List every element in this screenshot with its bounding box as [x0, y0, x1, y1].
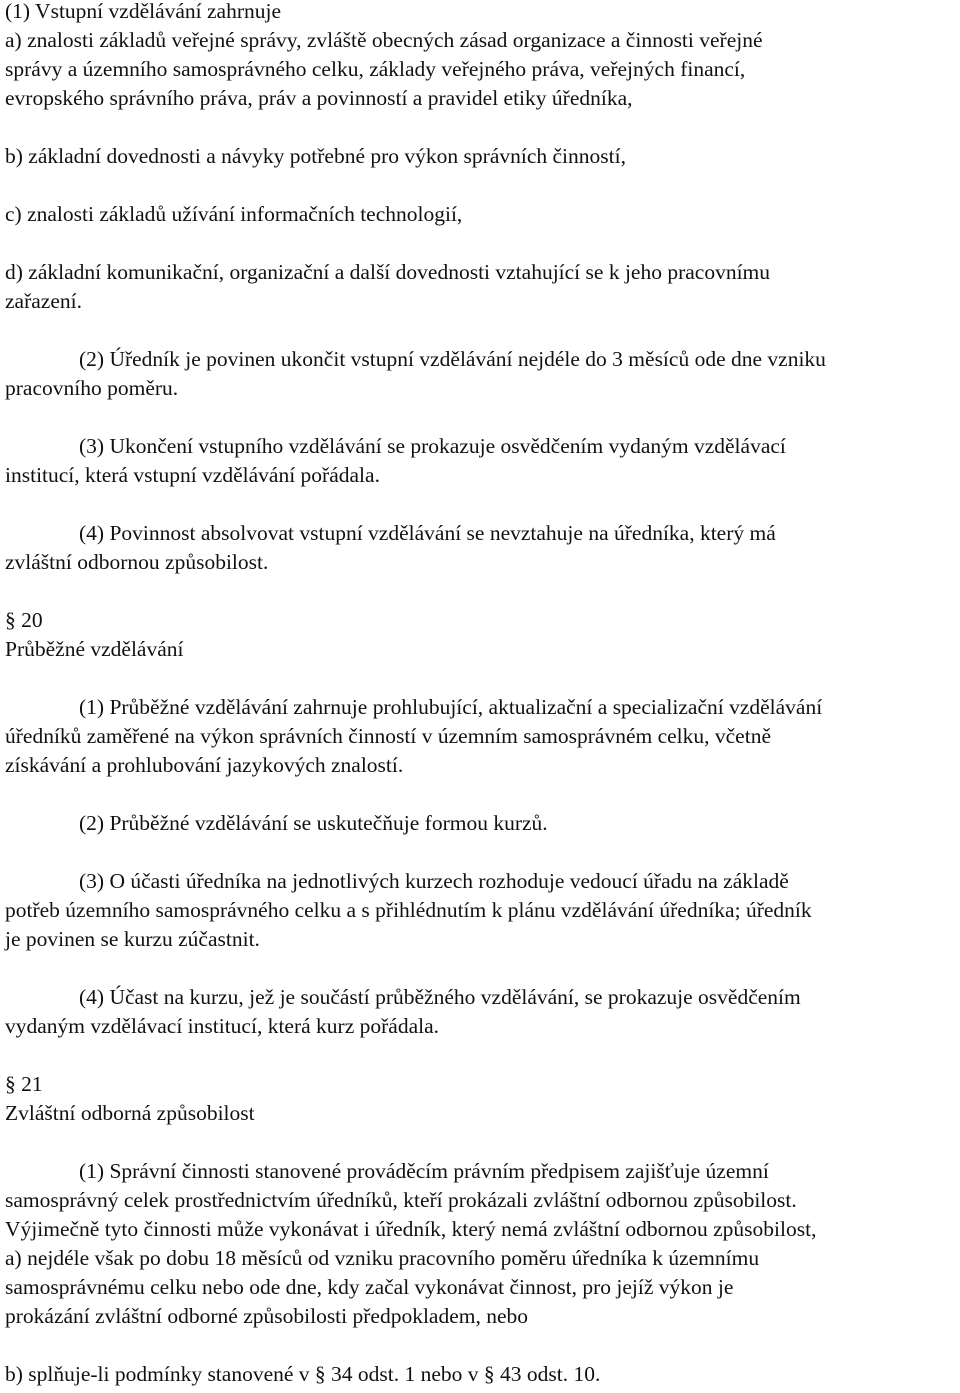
paragraph-line: (4) Povinnost absolvovat vstupní vzdělávání se nevztahuje na úředníka, který má — [79, 521, 776, 545]
paragraph-line: institucí, která vstupní vzdělávání pořádala. — [5, 463, 380, 487]
paragraph-line: (3) O účasti úředníka na jednotlivých kurzech rozhoduje vedoucí úřadu na základě — [79, 869, 789, 893]
paragraph-line: samosprávný celek prostřednictvím úředníků, kteří prokázali zvláštní odbornou způsobilost. — [5, 1188, 797, 1212]
paragraph-line: prokázání zvláštní odborné způsobilosti předpokladem, nebo — [5, 1304, 529, 1328]
paragraph-line: správy a územního samosprávného celku, základy veřejného práva, veřejných financí, — [5, 57, 746, 81]
paragraph-line: (1) Vstupní vzdělávání zahrnuje — [5, 0, 282, 23]
paragraph-line: (1) Průběžné vzdělávání zahrnuje prohlubující, aktualizační a specializační vzdělávání — [79, 695, 823, 719]
section-title: Průběžné vzdělávání — [5, 637, 184, 661]
paragraph-line: úředníků zaměřené na výkon správních činností v územním samosprávném celku, včetně — [5, 724, 771, 748]
paragraph-line: je povinen se kurzu zúčastnit. — [5, 927, 260, 951]
paragraph-line: (4) Účast na kurzu, jež je součástí průběžného vzdělávání, se prokazuje osvědčením — [79, 985, 801, 1009]
paragraph-line: (2) Průběžné vzdělávání se uskutečňuje formou kurzů. — [79, 811, 548, 835]
paragraph-line: (1) Správní činnosti stanovené prováděcím právním předpisem zajišťuje územní — [79, 1159, 769, 1183]
paragraph-line: a) nejdéle však po dobu 18 měsíců od vzniku pracovního poměru úředníka k územnímu — [5, 1246, 760, 1270]
paragraph-line: c) znalosti základů užívání informačních technologií, — [5, 202, 463, 226]
paragraph-line: zvláštní odbornou způsobilost. — [5, 550, 269, 574]
paragraph-line: d) základní komunikační, organizační a další dovednosti vztahující se k jeho pracovnímu — [5, 260, 771, 284]
paragraph-line: získávání a prohlubování jazykových znalostí. — [5, 753, 404, 777]
paragraph-line: a) znalosti základů veřejné správy, zvláště obecných zásad organizace a činnosti veřejné — [5, 28, 763, 52]
paragraph-line: evropského správního práva, práv a povinností a pravidel etiky úředníka, — [5, 86, 633, 110]
paragraph-line: pracovního poměru. — [5, 376, 179, 400]
paragraph-line: potřeb územního samosprávného celku a s přihlédnutím k plánu vzdělávání úředníka; úředník — [5, 898, 812, 922]
paragraph-line: (3) Ukončení vstupního vzdělávání se prokazuje osvědčením vydaným vzdělávací — [79, 434, 786, 458]
paragraph-line: b) splňuje-li podmínky stanovené v § 34 odst. 1 nebo v § 43 odst. 10. — [5, 1362, 601, 1386]
paragraph-line: vydaným vzdělávací institucí, která kurz pořádala. — [5, 1014, 440, 1038]
section-title: Zvláštní odborná způsobilost — [5, 1101, 255, 1125]
paragraph-line: (2) Úředník je povinen ukončit vstupní vzdělávání nejdéle do 3 měsíců ode dne vzniku — [79, 347, 826, 371]
section-number: § 21 — [5, 1072, 43, 1096]
paragraph-line: zařazení. — [5, 289, 82, 313]
paragraph-line: b) základní dovednosti a návyky potřebné pro výkon správních činností, — [5, 144, 626, 168]
paragraph-line: samosprávnému celku nebo ode dne, kdy začal vykonávat činnost, pro jejíž výkon je — [5, 1275, 734, 1299]
paragraph-line: Výjimečně tyto činnosti může vykonávat i úředník, který nemá zvláštní odbornou způsobilost, — [5, 1217, 817, 1241]
section-number: § 20 — [5, 608, 43, 632]
